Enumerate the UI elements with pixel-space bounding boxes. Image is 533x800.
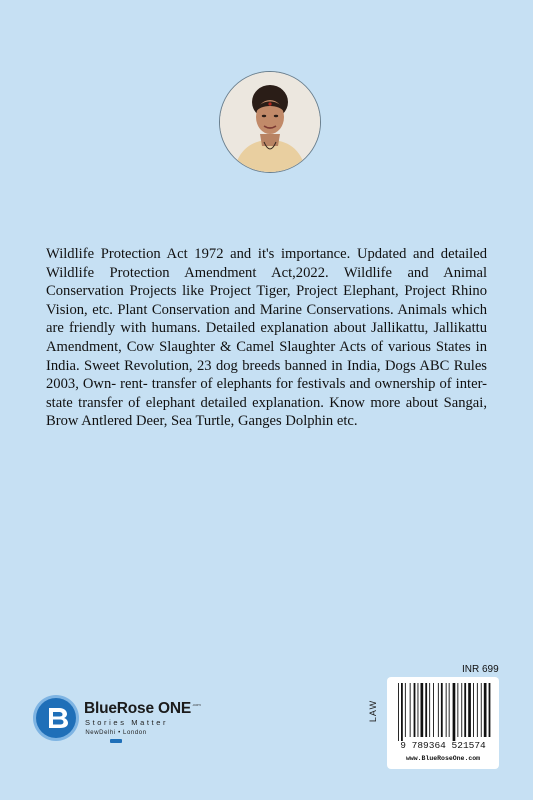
barcode-bar bbox=[473, 683, 474, 737]
author-photo bbox=[219, 71, 321, 173]
barcode-bar bbox=[449, 683, 450, 737]
publisher-cities: NewDelhi • London bbox=[85, 730, 147, 736]
barcode-bar bbox=[464, 683, 466, 737]
isbn-digits: 9 789364 521574 bbox=[400, 740, 486, 751]
barcode-bar bbox=[461, 683, 462, 737]
barcode-bar bbox=[401, 683, 403, 741]
barcode-icon bbox=[387, 677, 499, 741]
back-cover-blurb: Wildlife Protection Act 1972 and it's importance. Updated and detailed Wildlife Protection Amendment Act,2022. Wildlife and Animal Conservation Projects like Project Tiger, Project Elephant, Project Rhino Vision, etc. Plant Conservation and Marine Conservations. Animals which are friendly with humans. Detailed explanation about Jallikattu, Jallikattu Amendment, Cow Slaughter & Camel Slaughter Acts of various States in India. Sweet Revolution, 23 dog breeds banned in India, Dogs ABC Rules 2003, Own- rent- transfer of elephants for festivals and ownership of inter-state transfer of elephant detailed explanation. Know more about Sangai, Brow Antlered Deer, Sea Turtle, Ganges Dolphin etc. bbox=[46, 246, 487, 430]
barcode-bar bbox=[481, 683, 482, 737]
isbn-barcode bbox=[387, 677, 499, 769]
barcode-bar bbox=[477, 683, 478, 737]
barcode-bar bbox=[453, 683, 456, 741]
barcode-bar bbox=[414, 683, 416, 737]
barcode-bar bbox=[438, 683, 439, 737]
barcode-bar bbox=[457, 683, 458, 737]
publisher-small-mark-icon bbox=[110, 738, 122, 744]
barcode-bar bbox=[446, 683, 447, 737]
barcode-bar bbox=[418, 683, 419, 737]
barcode-bar bbox=[489, 683, 491, 737]
publisher-tagline: Stories Matter bbox=[85, 718, 169, 727]
barcode-bar bbox=[405, 683, 406, 737]
barcode-bar bbox=[429, 683, 430, 737]
publisher-name: BlueRose ONE bbox=[84, 700, 191, 717]
author-portrait-icon bbox=[220, 72, 320, 172]
publisher-branding bbox=[36, 698, 236, 762]
barcode-bar bbox=[468, 683, 471, 737]
publisher-logo-icon bbox=[36, 698, 76, 738]
barcode-bar bbox=[441, 683, 443, 737]
barcode-bar bbox=[484, 683, 487, 737]
price-label: INR 699 bbox=[462, 664, 499, 675]
publisher-domain: .com bbox=[192, 702, 201, 707]
barcode-bar bbox=[398, 683, 399, 741]
barcode-bar bbox=[410, 683, 411, 737]
category-label: LAW bbox=[368, 699, 379, 723]
barcode-bar bbox=[421, 683, 424, 737]
barcode-bar bbox=[433, 683, 434, 737]
barcode-bar bbox=[425, 683, 427, 737]
publisher-url: www.BlueRoseOne.com bbox=[405, 755, 481, 762]
